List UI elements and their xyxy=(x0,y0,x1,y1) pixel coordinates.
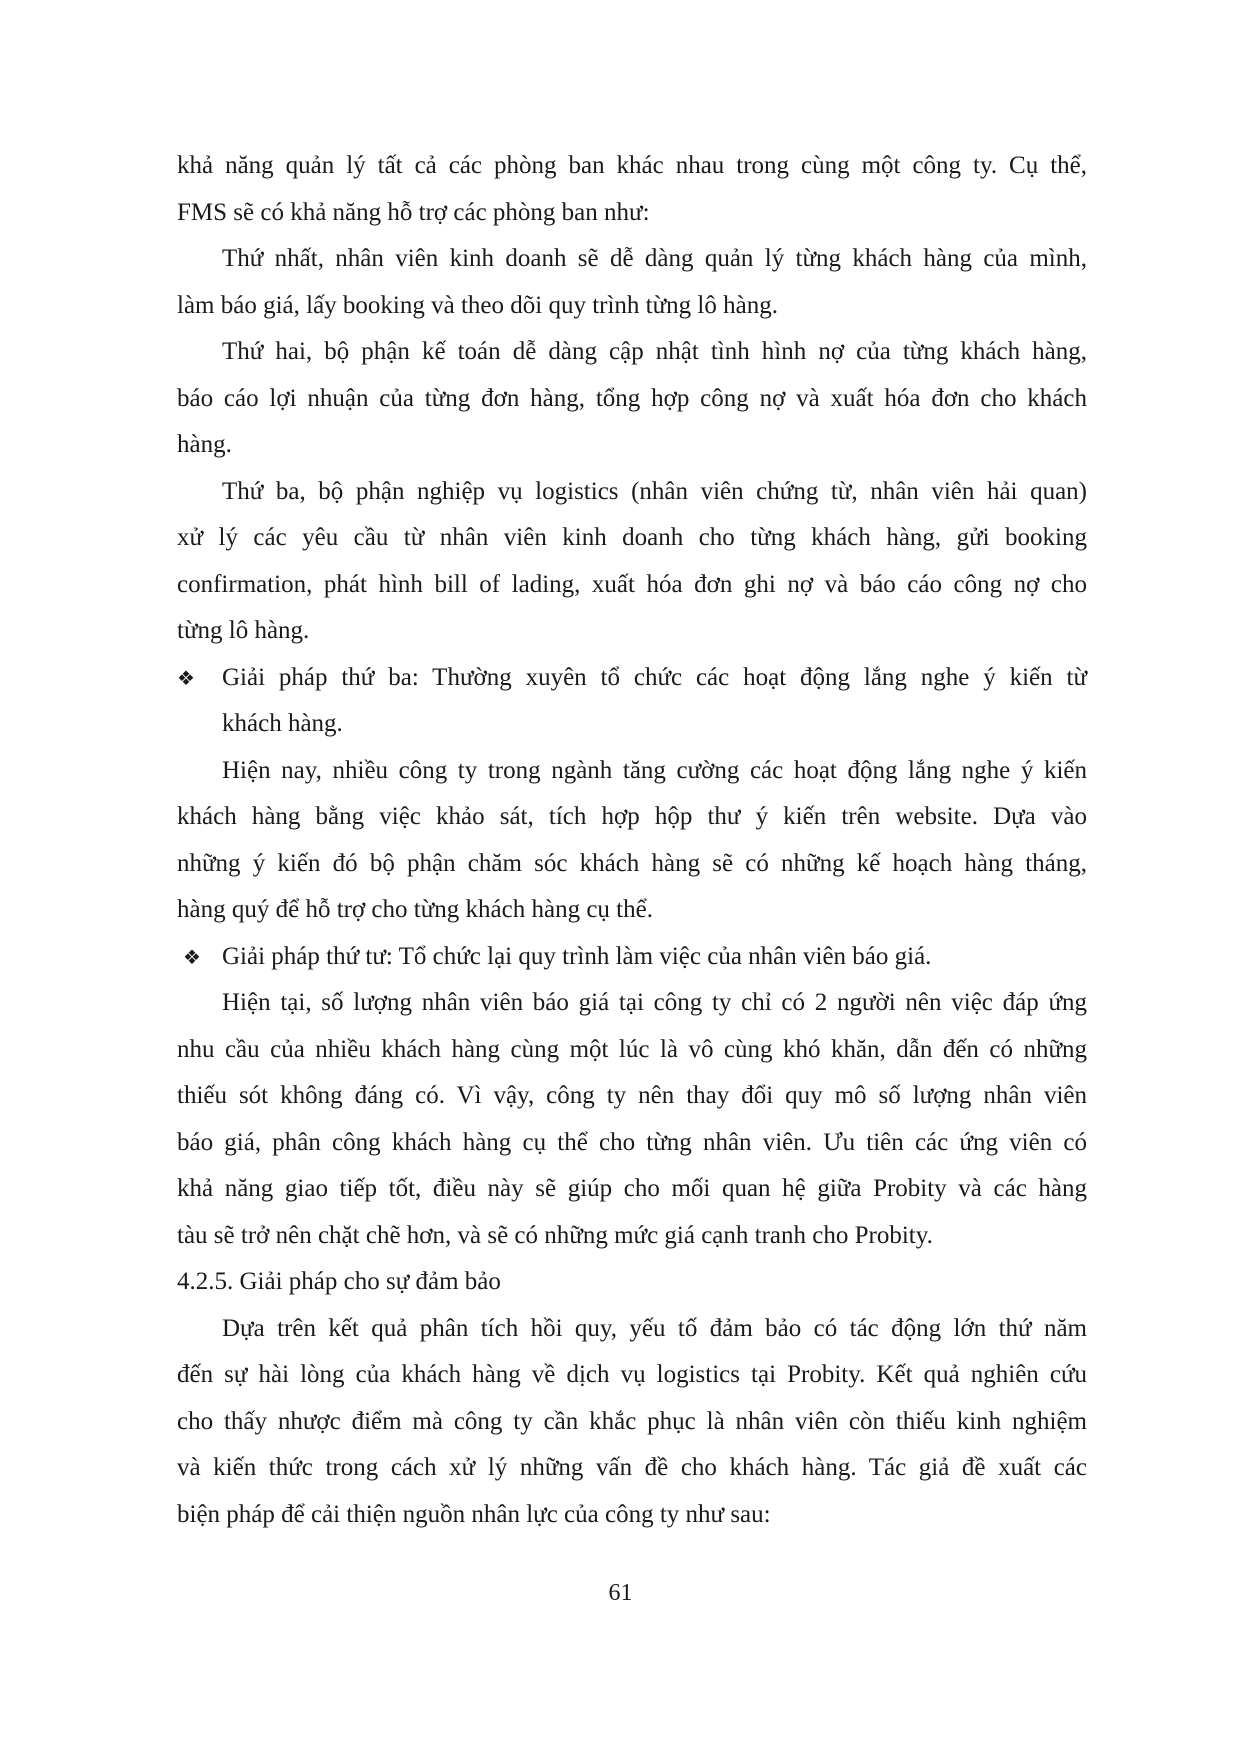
bullet-solution-four xyxy=(177,934,1087,981)
body-text xyxy=(177,143,1087,1538)
text-line: hàng quý để hỗ trợ cho từng khách hàng cụ thể. xyxy=(177,896,653,923)
paragraph-assurance xyxy=(177,1306,1087,1539)
text-line: khả năng giao tiếp tốt, điều này sẽ giúp cho mối quan hệ giữa Probity và các hàng xyxy=(177,1175,1087,1202)
text-line: cho thấy nhược điểm mà công ty cần khắc phục là nhân viên còn thiếu kinh nghiệm xyxy=(177,1407,1087,1435)
page-number: 61 xyxy=(608,1580,633,1606)
diamond-bullet-icon: ❖ xyxy=(183,944,201,969)
heading-4-2-5: 4.2.5. Giải pháp cho sự đảm bảo xyxy=(177,1268,501,1295)
text-line: những ý kiến đó bộ phận chăm sóc khách hàng sẽ có những kế hoạch hàng tháng, xyxy=(177,849,1087,877)
text-line: Dựa trên kết quả phân tích hồi quy, yếu tố đảm bảo có tác động lớn thứ năm xyxy=(222,1314,1087,1342)
text-line xyxy=(177,655,1087,702)
text-line: báo giá, phân công khách hàng cụ thể cho từng nhân viên. Ưu tiên các ứng viên có xyxy=(177,1128,1087,1156)
text-line: Hiện tại, số lượng nhân viên báo giá tại công ty chỉ có 2 người nên việc đáp ứng xyxy=(222,989,1087,1016)
text-line: báo cáo lợi nhuận của từng đơn hàng, tổng hợp công nợ và xuất hóa đơn cho khách xyxy=(177,384,1087,412)
text-line: xử lý các yêu cầu từ nhân viên kinh doanh cho từng khách hàng, gửi booking xyxy=(177,524,1087,551)
text-line: biện pháp để cải thiện nguồn nhân lực của công ty như sau: xyxy=(177,1500,771,1528)
text-line: Thứ nhất, nhân viên kinh doanh sẽ dễ dàng quản lý từng khách hàng của mình, xyxy=(222,245,1087,272)
text-line: khách hàng bằng việc khảo sát, tích hợp hộp thư ý kiến trên website. Dựa vào xyxy=(177,803,1087,830)
text-line: nhu cầu của nhiều khách hàng cùng một lúc là vô cùng khó khăn, dẫn đến có những xyxy=(177,1035,1087,1063)
text-line: hàng. xyxy=(177,431,232,458)
text-line: Thứ ba, bộ phận nghiệp vụ logistics (nhân viên chứng từ, nhân viên hải quan) xyxy=(222,477,1087,505)
paragraph-fms-intro xyxy=(177,143,1087,236)
paragraph-first-sales xyxy=(177,236,1087,329)
text-line: và kiến thức trong cách xử lý những vấn đề cho khách hàng. Tác giả đề xuất các xyxy=(177,1454,1087,1481)
bullet-solution-three xyxy=(177,655,1087,748)
paragraph-second-accounting xyxy=(177,329,1087,469)
paragraph-quotation-staff xyxy=(177,980,1087,1259)
paragraph-feedback xyxy=(177,748,1087,934)
text-line: khả năng quản lý tất cả các phòng ban khác nhau trong cùng một công ty. Cụ thể, xyxy=(177,152,1087,179)
diamond-bullet-icon: ❖ xyxy=(177,665,195,690)
bullet-text: Giải pháp thứ tư: Tổ chức lại quy trình làm việc của nhân viên báo giá. xyxy=(222,942,932,970)
text-line: làm báo giá, lấy booking và theo dõi quy trình từng lô hàng. xyxy=(177,291,778,319)
text-line: khách hàng. xyxy=(222,710,343,737)
text-line: tàu sẽ trở nên chặt chẽ hơn, và sẽ có những mức giá cạnh tranh cho Probity. xyxy=(177,1221,933,1249)
paragraph-third-logistics xyxy=(177,469,1087,655)
text-line: Hiện nay, nhiều công ty trong ngành tăng cường các hoạt động lắng nghe ý kiến xyxy=(222,756,1087,784)
text-line: Thứ hai, bộ phận kế toán dễ dàng cập nhật tình hình nợ của từng khách hàng, xyxy=(222,338,1087,365)
bullet-text: Giải pháp thứ ba: Thường xuyên tổ chức các hoạt động lắng nghe ý kiến từ xyxy=(222,663,1087,691)
section-heading xyxy=(177,1259,1087,1306)
text-line: đến sự hài lòng của khách hàng về dịch vụ logistics tại Probity. Kết quả nghiên cứu xyxy=(177,1361,1087,1388)
text-line: FMS sẽ có khả năng hỗ trợ các phòng ban như: xyxy=(177,198,650,226)
text-line: từng lô hàng. xyxy=(177,617,310,644)
text-line: confirmation, phát hình bill of lading, xuất hóa đơn ghi nợ và báo cáo công nợ cho xyxy=(177,570,1087,598)
text-line: thiếu sót không đáng có. Vì vậy, công ty nên thay đổi quy mô số lượng nhân viên xyxy=(177,1082,1087,1109)
text-line xyxy=(177,934,1087,981)
